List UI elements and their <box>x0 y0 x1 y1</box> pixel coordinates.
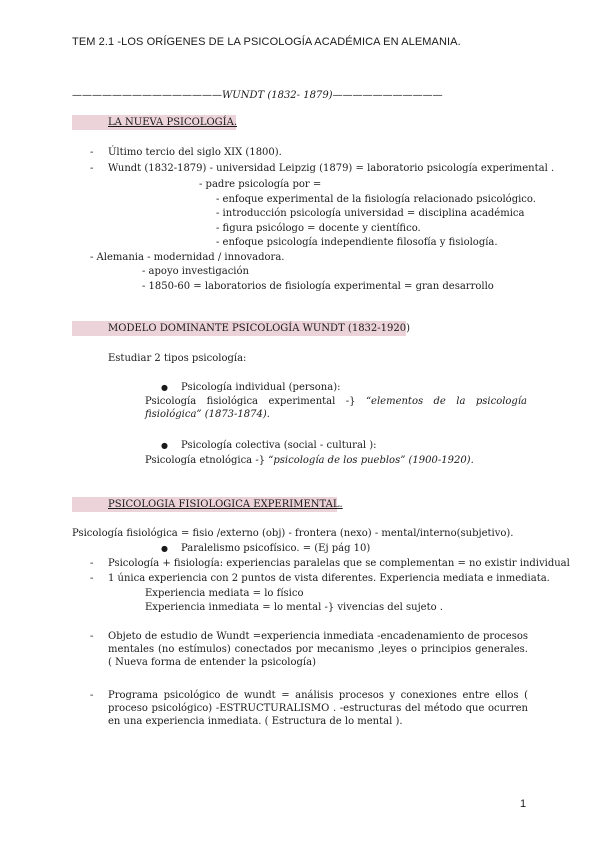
sub-item: Experiencia mediata = lo físico <box>145 588 304 599</box>
paragraph: Objeto de estudio de Wundt =experiencia inmediata -encadenamiento de procesos mentales (no estímulos) conectados por mecanismo ,leyes o principios generales. ( Nueva forma de entender la psicología) <box>108 631 528 668</box>
section-heading-modelo-dominante: MODELO DOMINANTE PSICOLOGÍA WUNDT (1832-1920) <box>108 323 411 334</box>
book-title: “psicología de los pueblos” (1900-1920). <box>268 455 474 466</box>
bullet-dot: ● <box>161 544 168 553</box>
bullet-dash: - <box>90 690 94 701</box>
list-item: Wundt (1832-1879) - universidad Leipzig (1879) = laboratorio psicología experimental . <box>108 163 555 174</box>
section-heading-psicologia-fisiologica: PSICOLOGIA FISIOLOGICA EXPERIMENTAL. <box>108 499 343 510</box>
text-span: Psicología fisiológica experimental -} <box>145 396 366 407</box>
sub-item: Experiencia inmediata = lo mental -} vivencias del sujeto . <box>145 602 443 613</box>
page-number: 1 <box>520 798 527 810</box>
rule-left: ——————————————— <box>72 90 222 101</box>
rule-right: ——————————— <box>332 90 443 101</box>
sub-item: - apoyo investigación <box>142 266 249 277</box>
list-item: Paralelismo psicofísico. = (Ej pág 10) <box>181 543 371 554</box>
sub-item: - figura psicólogo = docente y científico. <box>216 223 421 234</box>
section-heading-nueva-psicologia: LA NUEVA PSICOLOGÍA. <box>108 117 238 128</box>
bullet-dash: - <box>90 631 94 642</box>
wundt-rule <box>72 89 443 102</box>
sub-item: - enfoque experimental de la fisiología relacionado psicológico. <box>216 194 536 205</box>
list-item: - Alemania - modernidad / innovadora. <box>90 252 285 263</box>
sub-item: - 1850-60 = laboratorios de fisiología experimental = gran desarrollo <box>142 281 494 292</box>
text-span: Psicología etnológica -} <box>145 455 269 466</box>
paragraph: Programa psicológico de wundt = análisis procesos y conexiones entre ellos ( proceso psicológico) -ESTRUCTURALISMO . -estructuras del método que ocurren en una experiencia inmediata. ( Estructura de lo mental ). <box>108 690 528 727</box>
bullet-dash: - <box>90 558 94 569</box>
paragraph: Psicología fisiológica = fisio /externo (obj) - frontera (nexo) - mental/interno(subjetivo). <box>72 528 514 539</box>
bullet-dot: ● <box>161 383 168 392</box>
book-title: “elementos de la psicología fisiológica” (1873-1874). <box>145 396 527 420</box>
wundt-rule-title: WUNDT (1832- 1879) <box>222 90 333 101</box>
bullet-dot: ● <box>161 441 168 450</box>
list-item: Psicología colectiva (social - cultural ): <box>181 440 377 451</box>
bullet-dash: - <box>90 147 94 158</box>
paragraph <box>145 454 474 467</box>
paragraph <box>145 395 527 421</box>
sub-item: - padre psicología por = <box>199 179 322 190</box>
bullet-dash: - <box>90 163 94 174</box>
sub-item: - enfoque psicología independiente filosofía y fisiología. <box>216 237 498 248</box>
paragraph: Estudiar 2 tipos psicología: <box>108 353 247 364</box>
list-item: 1 única experiencia con 2 puntos de vista diferentes. Experiencia mediata e inmediata. <box>108 573 550 584</box>
list-item: Psicología individual (persona): <box>181 382 341 393</box>
list-item: Psicología + fisiología: experiencias paralelas que se complementan = no existir individual <box>108 558 570 569</box>
document-title: TEM 2.1 -LOS ORÍGENES DE LA PSICOLOGÍA ACADÉMICA EN ALEMANIA. <box>72 36 461 48</box>
list-item: Último tercio del siglo XIX (1800). <box>108 147 282 158</box>
bullet-dash: - <box>90 573 94 584</box>
sub-item: - introducción psicología universidad = disciplina académica <box>216 208 525 219</box>
